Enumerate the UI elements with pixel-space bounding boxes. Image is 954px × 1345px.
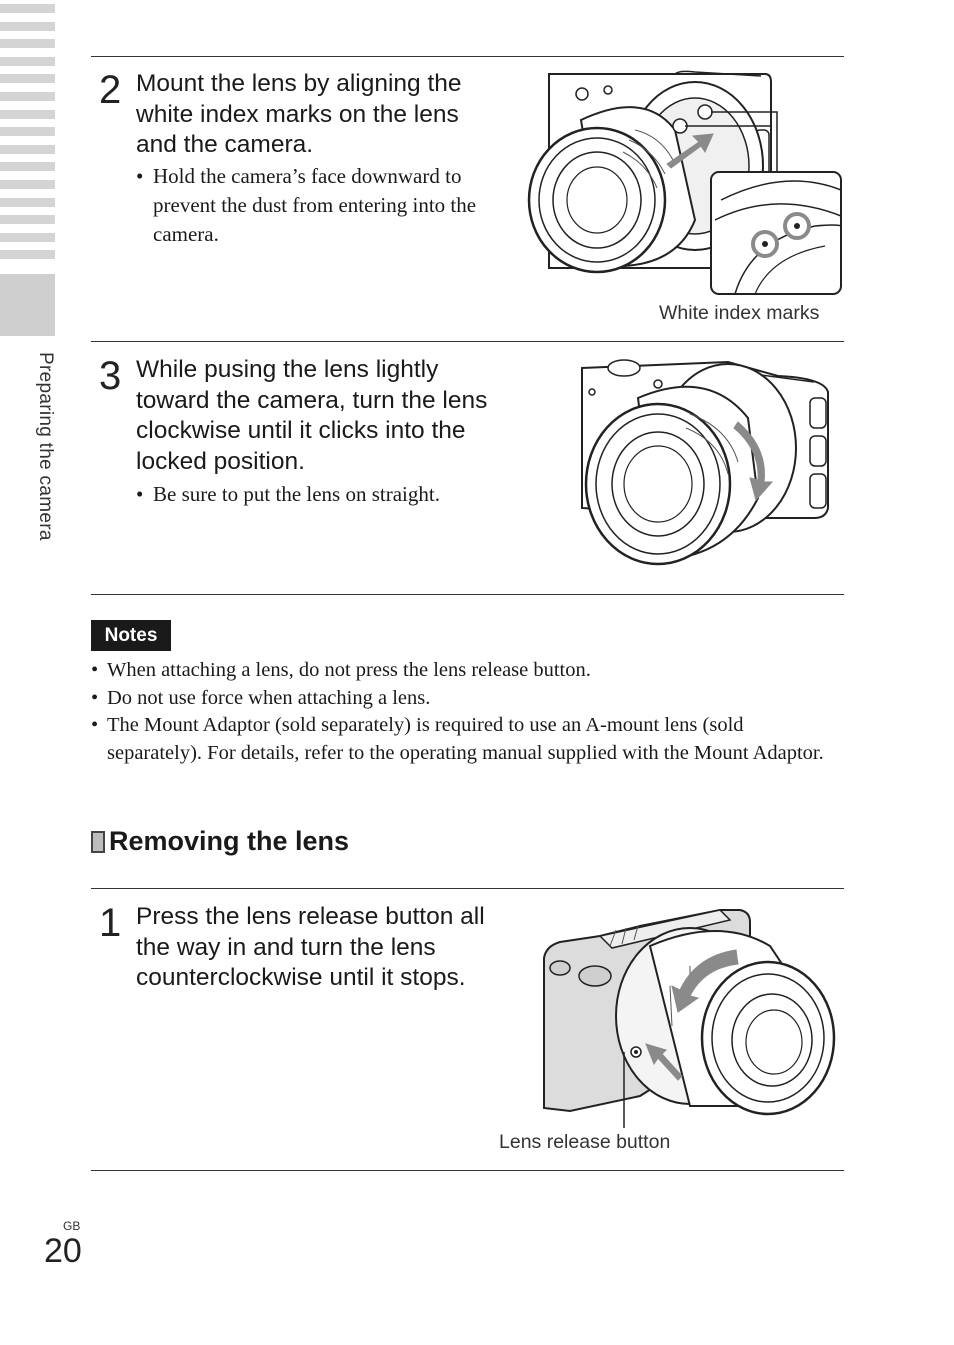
notes-badge: Notes [91,620,171,651]
note-text: Do not use force when attaching a lens. [107,686,431,709]
edge-stripe [0,162,55,171]
edge-stripe [0,145,55,154]
edge-stripe [0,110,55,119]
step-title: While pusing the lens lightly toward the camera, turn the lens clockwise until it clicks into the locked position. [136,356,488,475]
list-item [91,657,831,685]
image-caption: White index marks [659,302,820,324]
divider [91,1170,844,1171]
bullet-symbol: • [136,164,144,188]
region-code: GB [63,1219,81,1233]
edge-stripe [0,233,55,242]
mount-lens-illustration [525,70,845,298]
bullet-text: Be sure to put the lens on straight. [153,482,440,506]
section-label: Preparing the camera [35,352,56,541]
edge-tab-active-block [0,274,55,336]
edge-stripe [0,22,55,31]
divider [91,341,844,342]
step-number: 2 [99,68,122,112]
edge-stripe [0,92,55,101]
step-bullet [136,480,496,509]
notes-list [91,657,831,767]
edge-stripe [0,250,55,259]
step-number: 3 [99,354,122,398]
turn-lens-clockwise-illustration [578,358,834,568]
note-text: When attaching a lens, do not press the lens release button. [107,659,591,681]
remove-lens-illustration [540,906,840,1128]
bullet-symbol: • [91,659,99,681]
edge-stripe [0,4,55,13]
list-item [91,685,831,713]
bullet-symbol: • [136,482,144,506]
bullet-symbol: • [91,686,99,709]
step-title: Mount the lens by aligning the white index marks on the lens and the camera. [136,70,462,158]
list-item [91,712,831,767]
edge-stripe [0,74,55,83]
divider [91,888,844,889]
page-number: 20 [44,1232,82,1270]
step-bullet [136,162,486,249]
divider [91,56,844,57]
note-text: The Mount Adaptor (sold separately) is required to use an A-mount lens (sold separately). For details, refer to the operating manual supplied with the Mount Adaptor. [107,714,824,764]
divider [91,594,844,595]
edge-stripe [0,39,55,48]
edge-stripe [0,180,55,189]
bullet-symbol: • [91,714,99,736]
edge-stripe [0,215,55,224]
section-heading [91,826,349,857]
step-title: Press the lens release button all the way in and turn the lens counterclockwise until it stops. [136,903,485,991]
section-heading-text: Removing the lens [109,826,350,856]
step-number: 1 [99,901,122,945]
bullet-text: Hold the camera’s face downward to prevent the dust from entering into the camera. [153,164,477,246]
heading-marker-icon [91,831,105,853]
edge-stripe [0,198,55,207]
edge-stripe [0,127,55,136]
edge-stripe [0,57,55,66]
image-caption: Lens release button [499,1131,671,1153]
